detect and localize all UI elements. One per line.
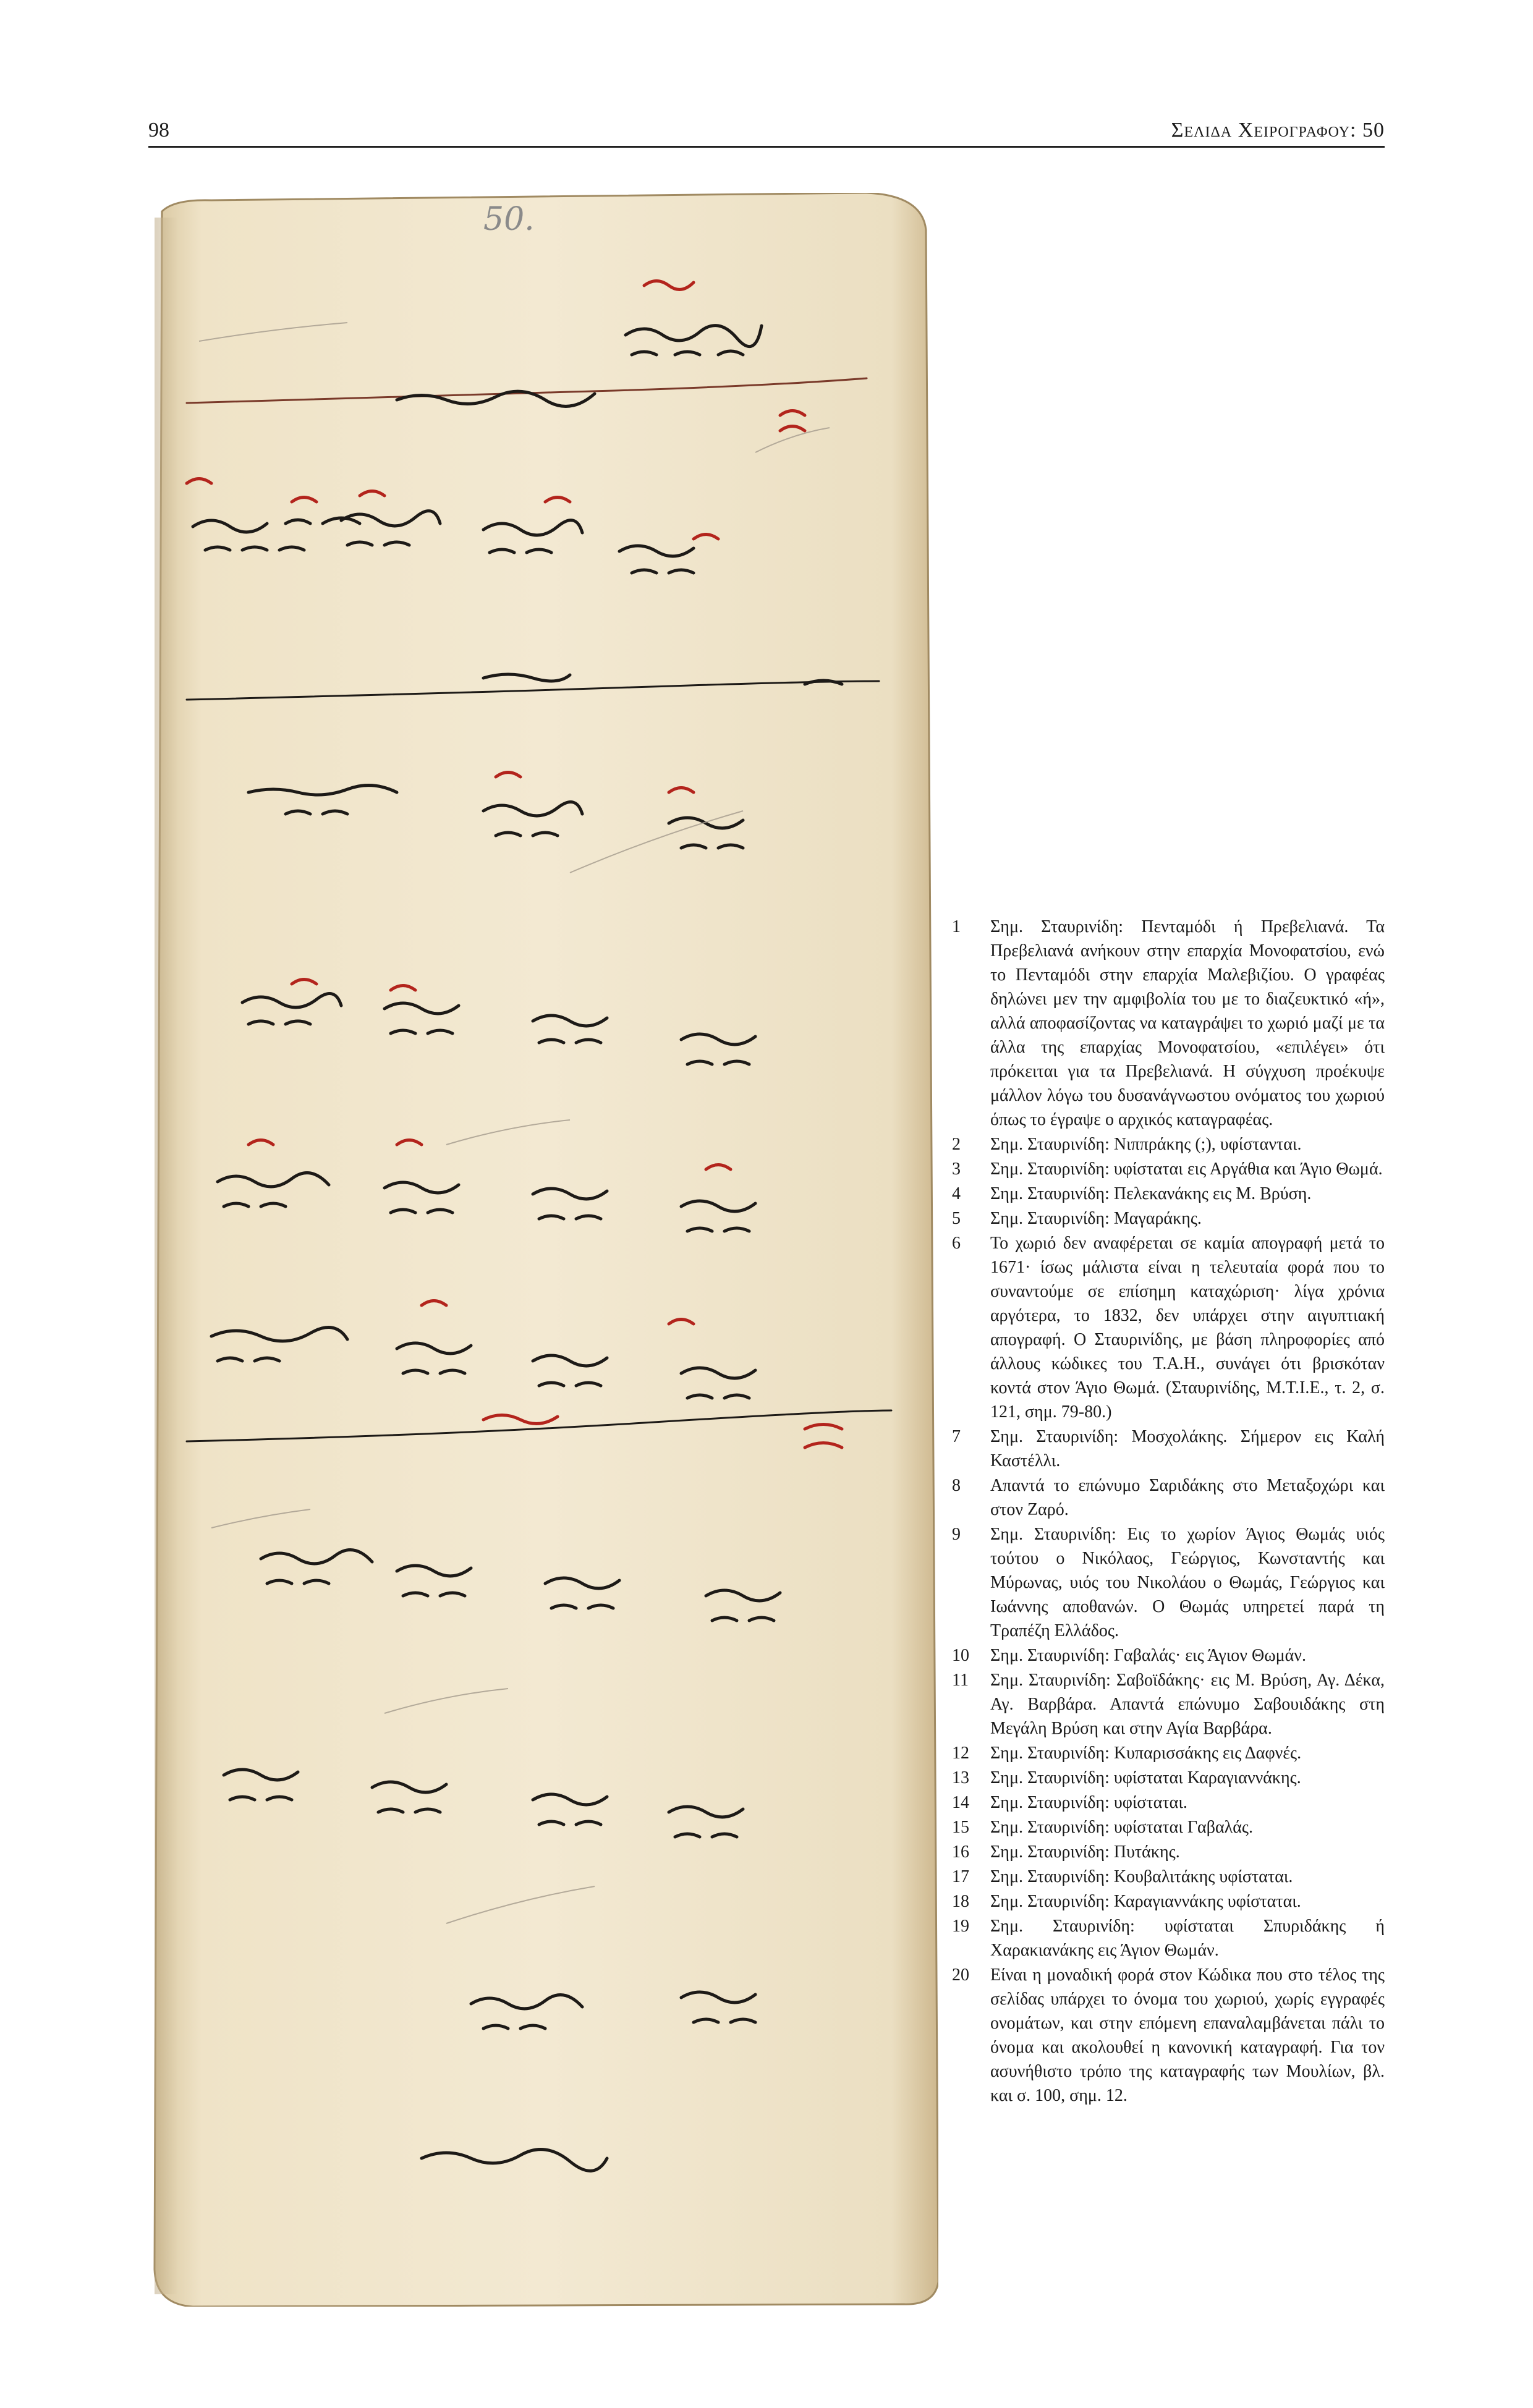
footnote: 1 Σημ. Σταυρινίδη: Πενταμόδι ή Πρεβελιανά. Τα Πρεβελιανά ανήκουν στην επαρχία Μονοφατσίου, ενώ το Πενταμόδι στην επαρχία Μαλεβιζίου. Ο γραφέας δηλώνει μεν την αμφιβολία του με το διαζευκτικό «ή», αλλά αποφασίζοντας να καταγράψει το χωριό μαζί με τα άλλα της επαρχίας Μονοφατσίου, «επιλέγει» ότι πρόκειται για τα Πρεβελιανά. Η σύγχυση προέκυψε μάλλον λόγω του δυσανάγνωστου ονόματος του χωριού όπως το έγραψε ο αρχικός καταγραφέας.: [952, 917, 1385, 1129]
footnote: 19 Σημ. Σταυρινίδη: υφίσταται Σπυριδάκης ή Χαρακιανάκης εις Άγιον Θωμάν.: [952, 1917, 1385, 1960]
footnote: 4 Σημ. Σταυρινίδη: Πελεκανάκης εις Μ. Βρύση.: [952, 1184, 1312, 1203]
footnote: 17 Σημ. Σταυρινίδη: Κουβαλιτάκης υφίσταται.: [952, 1867, 1293, 1886]
footnote: 11 Σημ. Σταυρινίδη: Σαβοϊδάκης· εις Μ. Βρύση, Αγ. Δέκα, Αγ. Βαρβάρα. Απαντά επώνυμο Σαβουιδάκης στη Μεγάλη Βρύση και στην Αγία Βαρβάρα.: [952, 1671, 1385, 1738]
footnote: 9 Σημ. Σταυρινίδη: Εις το χωρίον Άγιος Θωμάς υιός τούτου ο Νικόλαος, Γεώργιος, Κωνσταντής και Μύρωνας, υιός του Νικολάου ο Θωμάς, Γεώργιος και Ιωάννης αποθανών. Ο Θωμάς υπηρετεί παρά τη Τραπέζη Ελλάδος.: [952, 1525, 1385, 1640]
manuscript-page-image: [137, 193, 938, 2307]
footnote: 10 Σημ. Σταυρινίδη: Γαβαλάς· εις Άγιον Θωμάν.: [952, 1646, 1306, 1665]
page-number: 98: [148, 119, 169, 142]
footnote: 12 Σημ. Σταυρινίδη: Κυπαρισσάκης εις Δαφνές.: [952, 1744, 1302, 1763]
footnote: 16 Σημ. Σταυρινίδη: Πυτάκης.: [952, 1842, 1180, 1862]
footnote: 14 Σημ. Σταυρινίδη: υφίσταται.: [952, 1793, 1187, 1812]
footnote: 3 Σημ. Σταυρινίδη: υφίσταται εις Αργάθια και Άγιο Θωμά.: [952, 1159, 1383, 1179]
footnote: 8 Απαντά το επώνυμο Σαριδάκης στο Μεταξοχώρι και στον Ζαρό.: [952, 1476, 1385, 1519]
footnote: 20 Είναι η μοναδική φορά στον Κώδικα που στο τέλος της σελίδας υπάρχει το όνομα του χωριού, χωρίς εγγραφές ονομάτων, και στην επόμενη επαναλαμβάνεται πάλι το όνομα και ακολουθεί η κανονική καταγραφή. Για τον ασυνήθιστο τρόπο της καταγραφής των Μουλίων, βλ. και σ. 100, σημ. 12.: [952, 1965, 1385, 2105]
footnote: 2 Σημ. Σταυρινίδη: Νιππράκης (;), υφίστανται.: [952, 1135, 1302, 1154]
footnote: 6 Το χωριό δεν αναφέρεται σε καμία απογραφή μετά το 1671· ίσως μάλιστα είναι η τελευταία φορά που το συναντούμε σε επίσημη καταχώριση· λίγα χρόνια αργότερα, το 1832, δεν υπάρχει στην αιγυπτιακή απογραφή. Ο Σταυρινίδης, με βάση πληροφορίες από άλλους κώδικες του Τ.Α.Η., συνάγει ότι βρισκόταν κοντά στον Άγιο Θωμά. (Σταυρινίδης, Μ.Τ.Ι.Ε., τ. 2, σ. 121, σημ. 79-80.): [952, 1234, 1385, 1422]
footnote: 5 Σημ. Σταυρινίδη: Μαγαράκης.: [952, 1209, 1202, 1228]
footnote: 15 Σημ. Σταυρινίδη: υφίσταται Γαβαλάς.: [952, 1818, 1253, 1837]
header-rule: [148, 146, 1385, 148]
page-mark: 50.: [483, 201, 535, 238]
running-head: Σελιδα Χειρογραφου: 50: [1171, 119, 1385, 142]
footnote: 13 Σημ. Σταυρινίδη: υφίσταται Καραγιαννάκης.: [952, 1768, 1301, 1787]
footnote: 18 Σημ. Σταυρινίδη: Καραγιαννάκης υφίσταται.: [952, 1892, 1301, 1911]
footnotes: [952, 915, 1385, 2108]
footnote: 7 Σημ. Σταυρινίδη: Μοσχολάκης. Σήμερον εις Καλή Καστέλλι.: [952, 1427, 1385, 1470]
manuscript-illustration: [137, 193, 938, 2307]
page-header: [148, 112, 1385, 150]
